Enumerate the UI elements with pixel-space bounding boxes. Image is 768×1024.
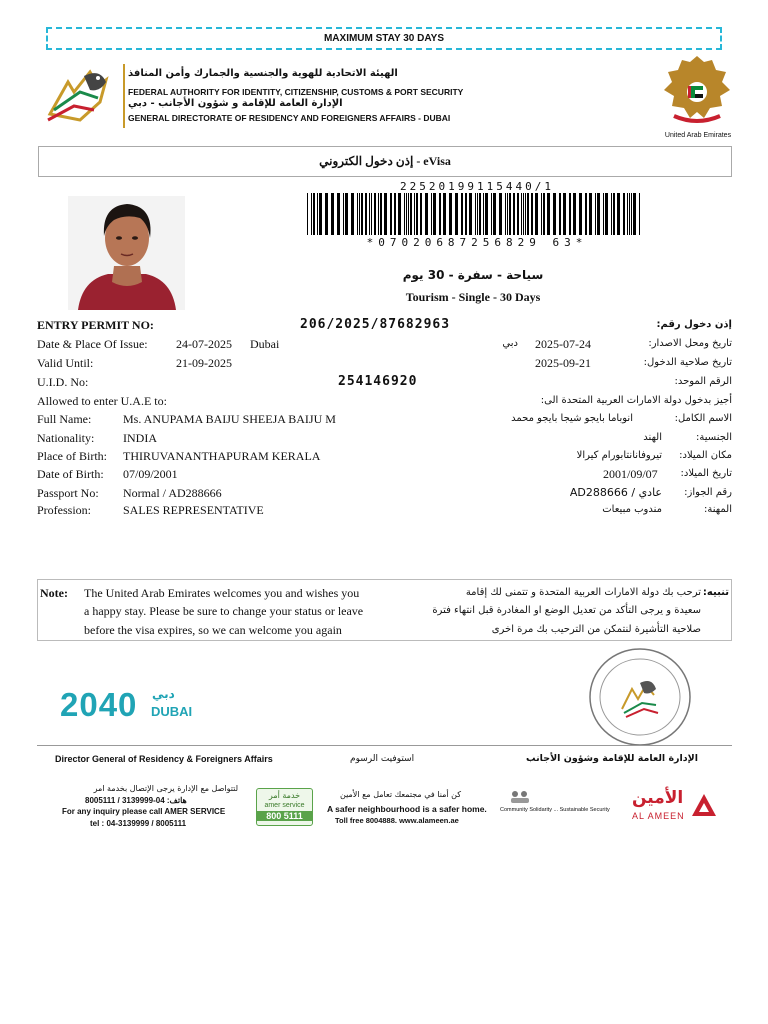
barcode-bar (505, 193, 506, 235)
issue-label: Date & Place Of Issue: (37, 337, 148, 351)
amer-line-1-ar: لتتواصل مع الإدارة يرجى الإتصال بخدمة امر (93, 784, 238, 793)
full-name-value: Ms. ANUPAMA BAIJU SHEEJA BAIJU M (123, 412, 336, 426)
barcode-bar (439, 193, 441, 235)
barcode-bar (523, 193, 524, 235)
barcode-bar (623, 193, 625, 235)
barcode-bar (535, 193, 538, 235)
al-ameen-mark-icon (690, 792, 718, 818)
alameen-tollfree: Toll free 8004888. www.alameen.ae (335, 816, 459, 825)
barcode-bar (597, 193, 600, 235)
full-name-label: Full Name: (37, 412, 92, 426)
barcode-bar (449, 193, 452, 235)
barcode-bar (343, 193, 344, 235)
barcode-bar (357, 193, 358, 235)
amer-badge-en: amer service (264, 802, 305, 809)
note-box (37, 579, 732, 641)
amer-line-3: For any inquiry please call AMER SERVICE (62, 807, 226, 816)
barcode-bar (547, 193, 550, 235)
issue-date: 24-07-2025 (176, 337, 232, 351)
barcode-bar (553, 193, 556, 235)
emblem-caption: United Arab Emirates (664, 132, 732, 139)
barcode-bar (639, 193, 640, 235)
evisa-title: إذن دخول الكتروني - eVisa (38, 146, 732, 177)
barcode-bar (469, 193, 472, 235)
barcode-bar (491, 193, 492, 235)
uid-value: 254146920 (338, 374, 418, 389)
dubai-2040-number: 2040 (60, 686, 138, 723)
barcode-bar (465, 193, 467, 235)
barcode-bar (325, 193, 328, 235)
barcode-bar (475, 193, 476, 235)
barcode-bar (633, 193, 636, 235)
note-line-2: a happy stay. Please be sure to change your status or leave (84, 604, 364, 618)
barcode-bar (559, 193, 561, 235)
dob-label: Date of Birth: (37, 467, 104, 481)
amer-line-4: tel : 04-3139999 / 8005111 (90, 819, 187, 828)
profession-label: Profession: (37, 503, 91, 517)
entry-permit-label-ar: إذن دخول رقم: (656, 319, 732, 330)
barcode-bar (461, 193, 463, 235)
fee-stamp-ar: استوفيت الرسوم (350, 754, 415, 764)
barcode-bar (595, 193, 596, 235)
birth-place-value: THIRUVANANTHAPURAM KERALA (123, 449, 321, 463)
authority-name-ar: الهيئة الاتحادية للهوية والجنسية والجمارك وأمن المنافذ (128, 68, 398, 79)
allowed-label-ar: أجيز بدخول دولة الامارات العربية المتحدة الى: (540, 395, 732, 406)
barcode-bar (629, 193, 630, 235)
note-line-1-ar: ترحب بك دولة الامارات العربية المتحدة و تتمنى لك إقامة (465, 587, 701, 598)
dubai-logo-en: DUBAI (151, 704, 193, 719)
alameen-slogan-ar: كن أمنا في مجتمعك تعامل مع الأمين (340, 790, 462, 799)
barcode-bar (390, 193, 392, 235)
issue-date-ar: 2025-07-24 (535, 337, 591, 351)
barcode-bar (425, 193, 428, 235)
profession-ar: مندوب مبيعات (602, 504, 662, 515)
authority-name-en: FEDERAL AUTHORITY FOR IDENTITY, CITIZENSHIP, CUSTOMS & PORT SECURITY (128, 87, 464, 97)
barcode-bar (414, 193, 415, 235)
barcode-bar (573, 193, 576, 235)
entry-permit-label: ENTRY PERMIT NO: (37, 318, 154, 332)
barcode-bar (374, 193, 376, 235)
note-line-3: before the visa expires, so we can welcome you again (84, 623, 342, 637)
max-stay-banner: MAXIMUM STAY 30 DAYS (46, 27, 722, 50)
nationality-label-ar: الجنسية: (696, 432, 732, 443)
issue-label-ar: تاريخ ومحل الاصدار: (648, 338, 732, 349)
community-solidarity-icon (510, 790, 530, 804)
barcode-bar (371, 193, 372, 235)
official-stamp-icon (588, 647, 692, 747)
barcode-bar (398, 193, 401, 235)
al-ameen-logo-ar: الأمين (632, 788, 684, 808)
header-divider (123, 64, 125, 128)
barcode-bar (345, 193, 348, 235)
barcode-bar (359, 193, 360, 235)
community-solidarity-text: Community Solidarity ... Sustainable Security (500, 807, 610, 813)
barcode-icon (307, 193, 640, 235)
valid-until-label-ar: تاريخ صلاحية الدخول: (643, 357, 732, 368)
barcode-bar (378, 193, 379, 235)
footer-top-rule (37, 745, 732, 746)
barcode-bar (365, 193, 367, 235)
uid-label: U.I.D. No: (37, 375, 89, 389)
valid-until-ar-value: 2025-09-21 (535, 356, 591, 370)
barcode-bar (406, 193, 407, 235)
barcode-bar (527, 193, 529, 235)
barcode-bar (543, 193, 545, 235)
barcode-bar (605, 193, 608, 235)
barcode-bar (631, 193, 632, 235)
barcode-bar (627, 193, 628, 235)
barcode-bar (485, 193, 488, 235)
barcode-bar (611, 193, 612, 235)
entry-permit-number: 206/2025/87682963 (300, 317, 451, 332)
director-general-en: Director General of Residency & Foreigners Affairs (55, 754, 273, 764)
birth-place-label: Place of Birth: (37, 449, 107, 463)
barcode-bar (483, 193, 484, 235)
barcode-bar (493, 193, 496, 235)
al-ameen-logo-en: AL AMEEN (632, 811, 685, 821)
barcode-bar (613, 193, 615, 235)
barcode-bar (443, 193, 446, 235)
barcode-bar (311, 193, 312, 235)
dob-ar-value: 2001/09/07 (603, 467, 658, 481)
note-line-3-ar: صلاحية التأشيرة لنتمكن من الترحيب بك مرة اخرى (491, 624, 701, 635)
barcode-bar (531, 193, 533, 235)
note-line-1: The United Arab Emirates welcomes you and wishes you (84, 586, 360, 600)
applicant-photo (68, 196, 185, 310)
uae-emblem-icon (660, 52, 734, 132)
barcode-bar (410, 193, 412, 235)
barcode-bar (517, 193, 519, 235)
barcode-bar (569, 193, 571, 235)
amer-service-badge (256, 788, 313, 826)
passport-label-ar: رقم الجواز: (684, 487, 732, 498)
barcode-bar (408, 193, 409, 235)
barcode-bar (307, 193, 308, 235)
barcode-bar (585, 193, 587, 235)
full-name-label-ar: الاسم الكامل: (674, 413, 732, 424)
profession-label-ar: المهنة: (704, 504, 732, 515)
barcode-bar (369, 193, 370, 235)
amer-badge-ar: خدمة أمر (268, 791, 301, 800)
note-label: Note: (40, 586, 68, 600)
barcode-bar (416, 193, 418, 235)
passport-label: Passport No: (37, 486, 99, 500)
barcode-bar (563, 193, 566, 235)
barcode-bar (477, 193, 478, 235)
barcode-bar (509, 193, 511, 235)
barcode-bar (380, 193, 382, 235)
valid-until-label: Valid Until: (37, 356, 94, 370)
barcode-bar (617, 193, 620, 235)
nationality-value: INDIA (123, 431, 157, 445)
director-general-ar: الإدارة العامة للإقامة وشؤون الأجانب (526, 753, 698, 764)
barcode-bar (455, 193, 458, 235)
nationality-label: Nationality: (37, 431, 95, 445)
barcode-bar (420, 193, 422, 235)
directorate-name-en: GENERAL DIRECTORATE OF RESIDENCY AND FOREIGNERS AFFAIRS - DUBAI (128, 113, 451, 123)
nationality-ar: الهند (643, 432, 662, 443)
barcode-bar (433, 193, 436, 235)
note-label-ar: تنبيه: (702, 587, 729, 598)
barcode-bar (361, 193, 363, 235)
directorate-name-ar: الإدارة العامة للإقامة و شؤون الأجانب - دبي (128, 98, 343, 109)
valid-until-value: 21-09-2025 (176, 356, 232, 370)
barcode-bar (541, 193, 542, 235)
passport-value: Normal / AD288666 (123, 486, 222, 500)
barcode-bottom-number: *07020687256829 63* (366, 236, 588, 249)
barcode-bar (337, 193, 340, 235)
barcode-bar (404, 193, 405, 235)
uid-label-ar: الرقم الموحد: (674, 376, 732, 387)
barcode-bar (579, 193, 582, 235)
amer-badge-number: 800 5111 (257, 811, 312, 821)
alameen-slogan-en: A safer neighbourhood is a safer home. (327, 804, 487, 814)
barcode-bar (603, 193, 604, 235)
full-name-ar: انوباما بايجو شيجا بايجو محمد (511, 413, 633, 424)
barcode-bar (589, 193, 592, 235)
allowed-label: Allowed to enter U.A.E to: (37, 394, 167, 408)
issue-place: Dubai (250, 337, 280, 351)
barcode-bar (513, 193, 515, 235)
dubai-logo-ar: دبي (152, 687, 175, 701)
issue-place-ar: دبي (502, 338, 518, 349)
barcode-bar (317, 193, 318, 235)
barcode-bar (479, 193, 481, 235)
passport-ar: عادي / AD288666 (569, 486, 662, 499)
visa-type-ar: سياحة - سفرة - 30 يوم (402, 268, 544, 282)
birth-place-ar: تيروفانانتابورام كيرالا (576, 450, 662, 461)
dob-value: 07/09/2001 (123, 467, 178, 481)
birth-place-label-ar: مكان الميلاد: (679, 450, 732, 461)
visa-type-en: Tourism - Single - 30 Days (405, 290, 541, 304)
barcode-bar (394, 193, 396, 235)
barcode-bar (525, 193, 526, 235)
barcode-bar (431, 193, 432, 235)
note-line-2-ar: سعيدة و يرجى التأكد من تعديل الوضع او المغادرة قبل انتهاء فترة (432, 605, 701, 616)
barcode-bar (331, 193, 334, 235)
barcode-bar (507, 193, 508, 235)
dob-label-ar: تاريخ الميلاد: (680, 468, 732, 479)
falcon-logo-icon (40, 62, 118, 130)
barcode-bar (521, 193, 522, 235)
barcode-top-number: 22520199115440/1 (400, 180, 554, 193)
barcode-bar (313, 193, 315, 235)
profession-value: SALES REPRESENTATIVE (123, 503, 264, 517)
barcode-bar (351, 193, 354, 235)
barcode-bar (499, 193, 502, 235)
amer-line-2: هاتف: 04-3139999 / 8005111 (85, 796, 187, 805)
barcode-bar (319, 193, 322, 235)
barcode-bar (384, 193, 387, 235)
